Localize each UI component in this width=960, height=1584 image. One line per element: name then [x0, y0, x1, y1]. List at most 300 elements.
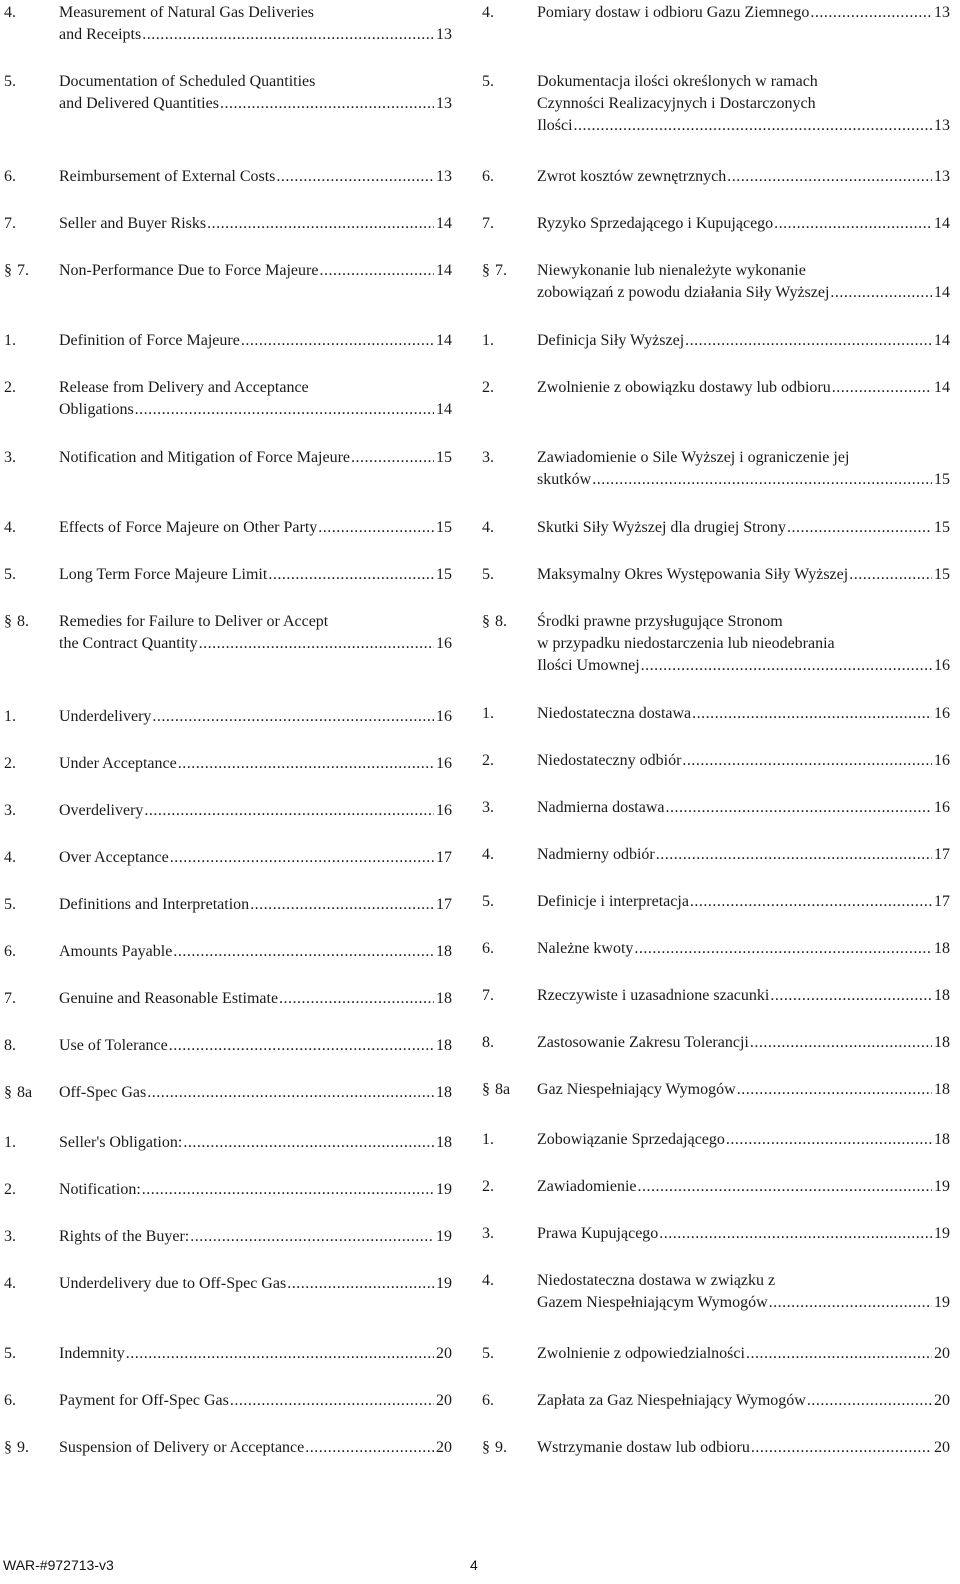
dot-leader	[751, 1437, 932, 1459]
toc-entry[interactable]	[4, 611, 452, 655]
toc-entry-title: Skutki Siły Wyższej dla drugiej Strony	[537, 519, 786, 536]
toc-entry-page: 14	[934, 215, 950, 232]
toc-entry-title: Seller's Obligation:	[59, 1134, 183, 1151]
section-mark: §	[4, 613, 12, 630]
toc-entry-number: 5.	[482, 566, 494, 583]
toc-entry-page: 14	[436, 332, 452, 349]
toc-entry-page: 15	[934, 519, 950, 536]
toc-entry-page: 18	[436, 1134, 452, 1151]
toc-entry-title: Wstrzymanie dostaw lub odbioru	[537, 1439, 750, 1456]
toc-entry[interactable]	[4, 941, 452, 963]
toc-entry[interactable]	[4, 377, 452, 421]
toc-entry-text	[537, 447, 950, 491]
toc-entry[interactable]	[482, 213, 950, 235]
toc-entry-page: 15	[436, 449, 452, 466]
toc-entry-number: 6.	[4, 168, 16, 185]
toc-entry-number: 4.	[4, 1275, 16, 1292]
toc-entry[interactable]	[4, 260, 452, 282]
toc-entry-text	[59, 753, 452, 775]
toc-entry[interactable]	[4, 1179, 452, 1201]
toc-entry[interactable]	[4, 1437, 452, 1459]
toc-entry[interactable]	[4, 847, 452, 869]
dot-leader	[305, 1437, 434, 1459]
toc-entry-text	[59, 564, 452, 586]
toc-entry-page: 19	[436, 1181, 452, 1198]
toc-entry-page: 18	[436, 990, 452, 1007]
toc-entry-text	[537, 1390, 950, 1412]
toc-entry-title: Over Acceptance	[59, 849, 169, 866]
toc-entry-number: 8.	[4, 1037, 16, 1054]
toc-entry-title: Zwolnienie z odpowiedzialności	[537, 1345, 745, 1362]
toc-entry[interactable]	[482, 750, 950, 772]
toc-entry-text	[537, 564, 950, 586]
toc-entry[interactable]	[4, 1226, 452, 1248]
toc-entry-text	[537, 260, 950, 304]
toc-entry-text	[537, 750, 950, 772]
toc-entry-number: 4.	[482, 1272, 494, 1289]
toc-entry-number: 7.	[4, 990, 16, 1007]
dot-leader	[142, 1179, 434, 1201]
toc-entry-title: Definicje i interpretacja	[537, 893, 689, 910]
toc-entry-number: 9.	[495, 1439, 507, 1456]
toc-entry-title: Definicja Siły Wyższej	[537, 332, 685, 349]
toc-entry-title: Reimbursement of External Costs	[59, 168, 276, 185]
dot-leader	[142, 24, 434, 46]
toc-entry-number: 7.	[4, 215, 16, 232]
dot-leader	[147, 1082, 434, 1104]
toc-entry-title: Gazem Niespełniającym Wymogów	[537, 1294, 768, 1311]
dot-leader	[656, 844, 932, 866]
dot-leader	[351, 447, 434, 469]
dot-leader	[592, 469, 932, 491]
toc-entry[interactable]	[4, 1082, 452, 1104]
toc-entry-page: 16	[934, 752, 950, 769]
toc-entry-number: 8a	[17, 1084, 33, 1101]
toc-entry[interactable]	[482, 2, 950, 24]
toc-entry-number: 3.	[482, 449, 494, 466]
toc-entry-title: Obligations	[59, 401, 134, 418]
toc-entry-number: 7.	[495, 262, 507, 279]
dot-leader	[250, 894, 434, 916]
toc-entry-page: 13	[436, 168, 452, 185]
toc-entry-title: Zawiadomienie	[537, 1178, 637, 1195]
toc-entry-text	[537, 1129, 950, 1151]
toc-entry-number: 3.	[482, 1225, 494, 1242]
toc-entry-text	[59, 847, 452, 869]
toc-entry[interactable]	[4, 1390, 452, 1412]
toc-entry[interactable]	[4, 753, 452, 775]
dot-leader	[169, 1035, 434, 1057]
toc-entry[interactable]	[4, 517, 452, 539]
toc-entry-page: 14	[436, 401, 452, 418]
toc-entry-title: Long Term Force Majeure Limit	[59, 566, 268, 583]
toc-entry[interactable]	[482, 1390, 950, 1412]
toc-entry[interactable]	[4, 894, 452, 916]
toc-entry-number: 1.	[4, 332, 16, 349]
dot-leader	[737, 1079, 932, 1101]
toc-entry-text	[59, 71, 452, 115]
toc-entry-number: 1.	[482, 705, 494, 722]
toc-entry-number: 2.	[4, 755, 16, 772]
toc-entry-number: 5.	[482, 1345, 494, 1362]
toc-entry-text	[59, 941, 452, 963]
toc-entry-title: Genuine and Reasonable Estimate	[59, 990, 279, 1007]
toc-entry-title-line: Czynności Realizacyjnych i Dostarczonych	[537, 95, 816, 112]
toc-entry-title: Notification:	[59, 1181, 141, 1198]
toc-entry[interactable]	[482, 517, 950, 539]
toc-entry[interactable]	[4, 800, 452, 822]
toc-entry[interactable]	[4, 71, 452, 115]
toc-entry-title: Nadmierna dostawa	[537, 799, 665, 816]
toc-entry[interactable]	[4, 706, 452, 728]
section-mark: §	[482, 262, 490, 279]
footer-page-number: 4	[470, 1557, 478, 1573]
toc-entry-text	[537, 891, 950, 913]
dot-leader	[659, 1223, 932, 1245]
toc-entry-title: Niedostateczny odbiór	[537, 752, 682, 769]
toc-entry[interactable]	[482, 1032, 950, 1054]
toc-entry-title: Definitions and Interpretation	[59, 896, 250, 913]
toc-entry[interactable]	[4, 988, 452, 1010]
toc-entry-text	[59, 260, 452, 282]
toc-entry-title: Nadmierny odbiór	[537, 846, 655, 863]
dot-leader	[641, 655, 932, 677]
toc-entry-text	[59, 1082, 452, 1104]
toc-entry-number: 2.	[482, 1178, 494, 1195]
toc-entry[interactable]	[4, 1343, 452, 1365]
toc-entry-page: 15	[436, 566, 452, 583]
toc-entry-number: 1.	[4, 1134, 16, 1151]
dot-leader	[183, 1132, 434, 1154]
toc-entry-title: Under Acceptance	[59, 755, 177, 772]
toc-entry-number: 5.	[4, 1345, 16, 1362]
toc-entry-text	[537, 377, 950, 399]
toc-entry-page: 19	[934, 1225, 950, 1242]
toc-entry[interactable]	[482, 260, 950, 304]
toc-entry-text	[59, 1343, 452, 1365]
toc-entry-text	[537, 1437, 950, 1459]
toc-entry-number: 6.	[4, 943, 16, 960]
dot-leader	[690, 891, 932, 913]
toc-entry-number: 6.	[482, 940, 494, 957]
toc-entry-number: 2.	[482, 752, 494, 769]
toc-entry[interactable]	[482, 1343, 950, 1365]
dot-leader	[666, 797, 932, 819]
toc-entry-number: 4.	[482, 846, 494, 863]
toc-entry-page: 18	[934, 1131, 950, 1148]
toc-entry-title-line: Środki prawne przysługujące Stronom	[537, 613, 783, 630]
toc-entry-number: 8.	[17, 613, 29, 630]
toc-entry-title-line: Zawiadomienie o Sile Wyższej i ograniczenie jej	[537, 449, 850, 466]
toc-entry-number: 6.	[482, 168, 494, 185]
toc-entry-title: skutków	[537, 471, 592, 488]
toc-entry[interactable]	[482, 1223, 950, 1245]
toc-entry-title: Amounts Payable	[59, 943, 173, 960]
toc-entry[interactable]	[4, 166, 452, 188]
toc-entry-page: 16	[934, 657, 950, 674]
toc-entry[interactable]	[482, 891, 950, 913]
toc-entry-page: 13	[934, 168, 950, 185]
dot-leader	[173, 941, 434, 963]
toc-entry-title: Prawa Kupującego	[537, 1225, 659, 1242]
dot-leader	[682, 750, 932, 772]
dot-leader	[770, 985, 932, 1007]
toc-entry-title: Zwolnienie z obowiązku dostawy lub odbioru	[537, 379, 831, 396]
toc-entry-page: 14	[934, 284, 950, 301]
toc-entry-title-line: Documentation of Scheduled Quantities	[59, 73, 316, 90]
toc-entry-page: 16	[436, 802, 452, 819]
toc-entry-text	[59, 1226, 452, 1248]
dot-leader	[287, 1273, 434, 1295]
toc-entry[interactable]	[482, 1176, 950, 1198]
toc-entry-title: Notification and Mitigation of Force Majeure	[59, 449, 351, 466]
toc-entry-text	[59, 166, 452, 188]
toc-entry[interactable]	[482, 703, 950, 725]
dot-leader	[199, 633, 434, 655]
dot-leader	[830, 282, 932, 304]
toc-entry-title-line: Measurement of Natural Gas Deliveries	[59, 4, 315, 21]
toc-entry-text	[537, 985, 950, 1007]
toc-entry[interactable]	[482, 938, 950, 960]
section-mark: §	[482, 1081, 490, 1098]
toc-entry[interactable]	[482, 564, 950, 586]
dot-leader	[727, 166, 932, 188]
toc-entry-text	[59, 894, 452, 916]
dot-leader	[692, 703, 932, 725]
toc-entry-text	[59, 1035, 452, 1057]
toc-entry[interactable]	[482, 1437, 950, 1459]
toc-entry-number: 5.	[482, 73, 494, 90]
toc-entry-text	[59, 1132, 452, 1154]
footer-document-id: WAR-#972713-v3	[3, 1557, 114, 1573]
section-mark: §	[4, 1084, 12, 1101]
toc-entry-text	[537, 517, 950, 539]
toc-entry-number: 4.	[482, 519, 494, 536]
toc-entry-title: Maksymalny Okres Występowania Siły Wyższej	[537, 566, 849, 583]
dot-leader	[190, 1226, 434, 1248]
toc-entry[interactable]	[4, 447, 452, 469]
toc-entry-title: Underdelivery	[59, 708, 152, 725]
toc-entry-text	[537, 1176, 950, 1198]
toc-entry[interactable]	[482, 71, 950, 137]
toc-entry-title-line: Remedies for Failure to Deliver or Accept	[59, 613, 329, 630]
dot-leader	[638, 1176, 932, 1198]
toc-entry-title: Use of Tolerance	[59, 1037, 168, 1054]
dot-leader	[319, 260, 434, 282]
dot-leader	[126, 1343, 434, 1365]
toc-entry-title: Definition of Force Majeure	[59, 332, 240, 349]
toc-entry-page: 18	[934, 987, 950, 1004]
dot-leader	[574, 115, 932, 137]
toc-entry-title: Suspension of Delivery or Acceptance	[59, 1439, 305, 1456]
toc-entry-title: Zapłata za Gaz Niespełniający Wymogów	[537, 1392, 806, 1409]
toc-entry-title: Seller and Buyer Risks	[59, 215, 207, 232]
toc-entry[interactable]	[482, 166, 950, 188]
toc-entry[interactable]	[482, 844, 950, 866]
toc-entry-page: 18	[934, 1081, 950, 1098]
toc-entry[interactable]	[482, 1079, 950, 1101]
toc-entry-text	[537, 213, 950, 235]
toc-entry-title: Pomiary dostaw i odbioru Gazu Ziemnego	[537, 4, 810, 21]
toc-entry-text	[537, 938, 950, 960]
dot-leader	[318, 517, 434, 539]
toc-entry-page: 17	[436, 896, 452, 913]
toc-entry-page: 18	[934, 940, 950, 957]
dot-leader	[769, 1292, 932, 1314]
dot-leader	[774, 213, 932, 235]
toc-entry-title-line: Dokumentacja ilości określonych w ramach	[537, 73, 818, 90]
toc-entry-number: 1.	[482, 332, 494, 349]
toc-entry-page: 13	[436, 95, 452, 112]
toc-entry-page: 15	[934, 471, 950, 488]
toc-entry-page: 15	[934, 566, 950, 583]
toc-entry-number: 4.	[4, 519, 16, 536]
toc-entry-page: 19	[436, 1275, 452, 1292]
toc-entry-number: 5.	[4, 73, 16, 90]
toc-entry[interactable]	[482, 447, 950, 491]
toc-entry-title: Rzeczywiste i uzasadnione szacunki	[537, 987, 770, 1004]
toc-entry-text	[537, 71, 950, 137]
toc-entry-page: 17	[436, 849, 452, 866]
toc-entry-title: Underdelivery due to Off-Spec Gas	[59, 1275, 287, 1292]
toc-entry-page: 17	[934, 893, 950, 910]
toc-entry[interactable]	[4, 330, 452, 352]
toc-entry-number: 2.	[482, 379, 494, 396]
dot-leader	[170, 847, 434, 869]
toc-entry-page: 13	[934, 4, 950, 21]
toc-entry-title-line: w przypadku niedostarczenia lub nieodebrania	[537, 635, 835, 652]
toc-entry-text	[537, 844, 950, 866]
toc-entry-number: 5.	[4, 896, 16, 913]
toc-entry-page: 16	[436, 635, 452, 652]
toc-entry-title: Zastosowanie Zakresu Tolerancji	[537, 1034, 749, 1051]
toc-entry-number: 5.	[4, 566, 16, 583]
toc-entry-text	[537, 330, 950, 352]
dot-leader	[807, 1390, 932, 1412]
toc-entry-number: 8.	[495, 613, 507, 630]
dot-leader	[685, 330, 932, 352]
toc-entry[interactable]	[482, 1270, 950, 1314]
toc-entry-title: Overdelivery	[59, 802, 144, 819]
section-mark: §	[4, 1439, 12, 1456]
toc-entry-page: 18	[436, 1084, 452, 1101]
toc-entry-text	[537, 2, 950, 24]
dot-leader	[746, 1343, 932, 1365]
dot-leader	[241, 330, 434, 352]
toc-entry-text	[59, 517, 452, 539]
toc-entry-title: Niedostateczna dostawa	[537, 705, 692, 722]
toc-entry[interactable]	[482, 1129, 950, 1151]
toc-entry-text	[537, 1270, 950, 1314]
dot-leader	[634, 938, 932, 960]
toc-entry-title: Gaz Niespełniający Wymogów	[537, 1081, 736, 1098]
toc-entry-page: 20	[934, 1345, 950, 1362]
toc-entry-text	[537, 1079, 950, 1101]
toc-entry-number: 2.	[4, 379, 16, 396]
toc-entry-title: and Delivered Quantities	[59, 95, 219, 112]
toc-entry-number: 7.	[17, 262, 29, 279]
toc-entry[interactable]	[482, 330, 950, 352]
toc-entry[interactable]	[4, 564, 452, 586]
toc-entry-page: 20	[436, 1345, 452, 1362]
toc-entry-text	[59, 800, 452, 822]
toc-entry[interactable]	[4, 1273, 452, 1295]
toc-entry-title: Ilości Umownej	[537, 657, 640, 674]
toc-entry-text	[537, 1032, 950, 1054]
toc-entry-page: 16	[436, 755, 452, 772]
toc-entry-page: 14	[436, 262, 452, 279]
toc-entry-number: 3.	[482, 799, 494, 816]
section-mark: §	[482, 1439, 490, 1456]
toc-entry-title: Payment for Off-Spec Gas	[59, 1392, 229, 1409]
toc-entry-title: Zobowiązanie Sprzedającego	[537, 1131, 725, 1148]
dot-leader	[787, 517, 932, 539]
toc-entry[interactable]	[4, 213, 452, 235]
toc-entry-number: 9.	[17, 1439, 29, 1456]
toc-entry-number: 2.	[4, 1181, 16, 1198]
toc-entry[interactable]	[4, 2, 452, 46]
toc-entry-number: 4.	[4, 4, 16, 21]
section-mark: §	[4, 262, 12, 279]
toc-entry-title: Effects of Force Majeure on Other Party	[59, 519, 318, 536]
toc-entry-text	[59, 611, 452, 655]
dot-leader	[750, 1032, 932, 1054]
toc-entry-page: 20	[934, 1392, 950, 1409]
toc-entry-number: 5.	[482, 893, 494, 910]
toc-entry-number: 6.	[482, 1392, 494, 1409]
toc-entry-title-line: Niedostateczna dostawa w związku z	[537, 1272, 776, 1289]
toc-entry-text	[537, 1343, 950, 1365]
toc-entry-title: Non-Performance Due to Force Majeure	[59, 262, 319, 279]
toc-entry-title: zobowiązań z powodu działania Siły Wyższej	[537, 284, 830, 301]
toc-entry-number: 1.	[482, 1131, 494, 1148]
toc-entry[interactable]	[4, 1132, 452, 1154]
toc-entry-number: 4.	[482, 4, 494, 21]
toc-entry-text	[59, 447, 452, 469]
toc-entry-page: 13	[436, 26, 452, 43]
toc-entry-title-line: Release from Delivery and Acceptance	[59, 379, 309, 396]
toc-entry[interactable]	[482, 611, 950, 677]
toc-entry-number: 3.	[4, 802, 16, 819]
toc-entry-text	[59, 706, 452, 728]
toc-entry-title: the Contract Quantity	[59, 635, 198, 652]
dot-leader	[726, 1129, 932, 1151]
toc-entry-page: 20	[436, 1439, 452, 1456]
toc-entry-page: 14	[934, 332, 950, 349]
toc-entry-text	[59, 377, 452, 421]
toc-entry[interactable]	[482, 797, 950, 819]
dot-leader	[178, 753, 434, 775]
dot-leader	[152, 706, 434, 728]
toc-entry[interactable]	[482, 985, 950, 1007]
toc-entry[interactable]	[482, 377, 950, 399]
toc-entry-text	[537, 166, 950, 188]
dot-leader	[849, 564, 932, 586]
toc-entry[interactable]	[4, 1035, 452, 1057]
toc-entry-number: 4.	[4, 849, 16, 866]
toc-entry-text	[59, 1390, 452, 1412]
dot-leader	[230, 1390, 434, 1412]
section-mark: §	[482, 613, 490, 630]
toc-entry-title: Off-Spec Gas	[59, 1084, 147, 1101]
toc-entry-page: 18	[934, 1034, 950, 1051]
toc-entry-page: 19	[934, 1294, 950, 1311]
toc-entry-number: 3.	[4, 1228, 16, 1245]
toc-entry-title: Indemnity	[59, 1345, 125, 1362]
toc-entry-text	[537, 703, 950, 725]
toc-entry-page: 15	[436, 519, 452, 536]
dot-leader	[279, 988, 434, 1010]
